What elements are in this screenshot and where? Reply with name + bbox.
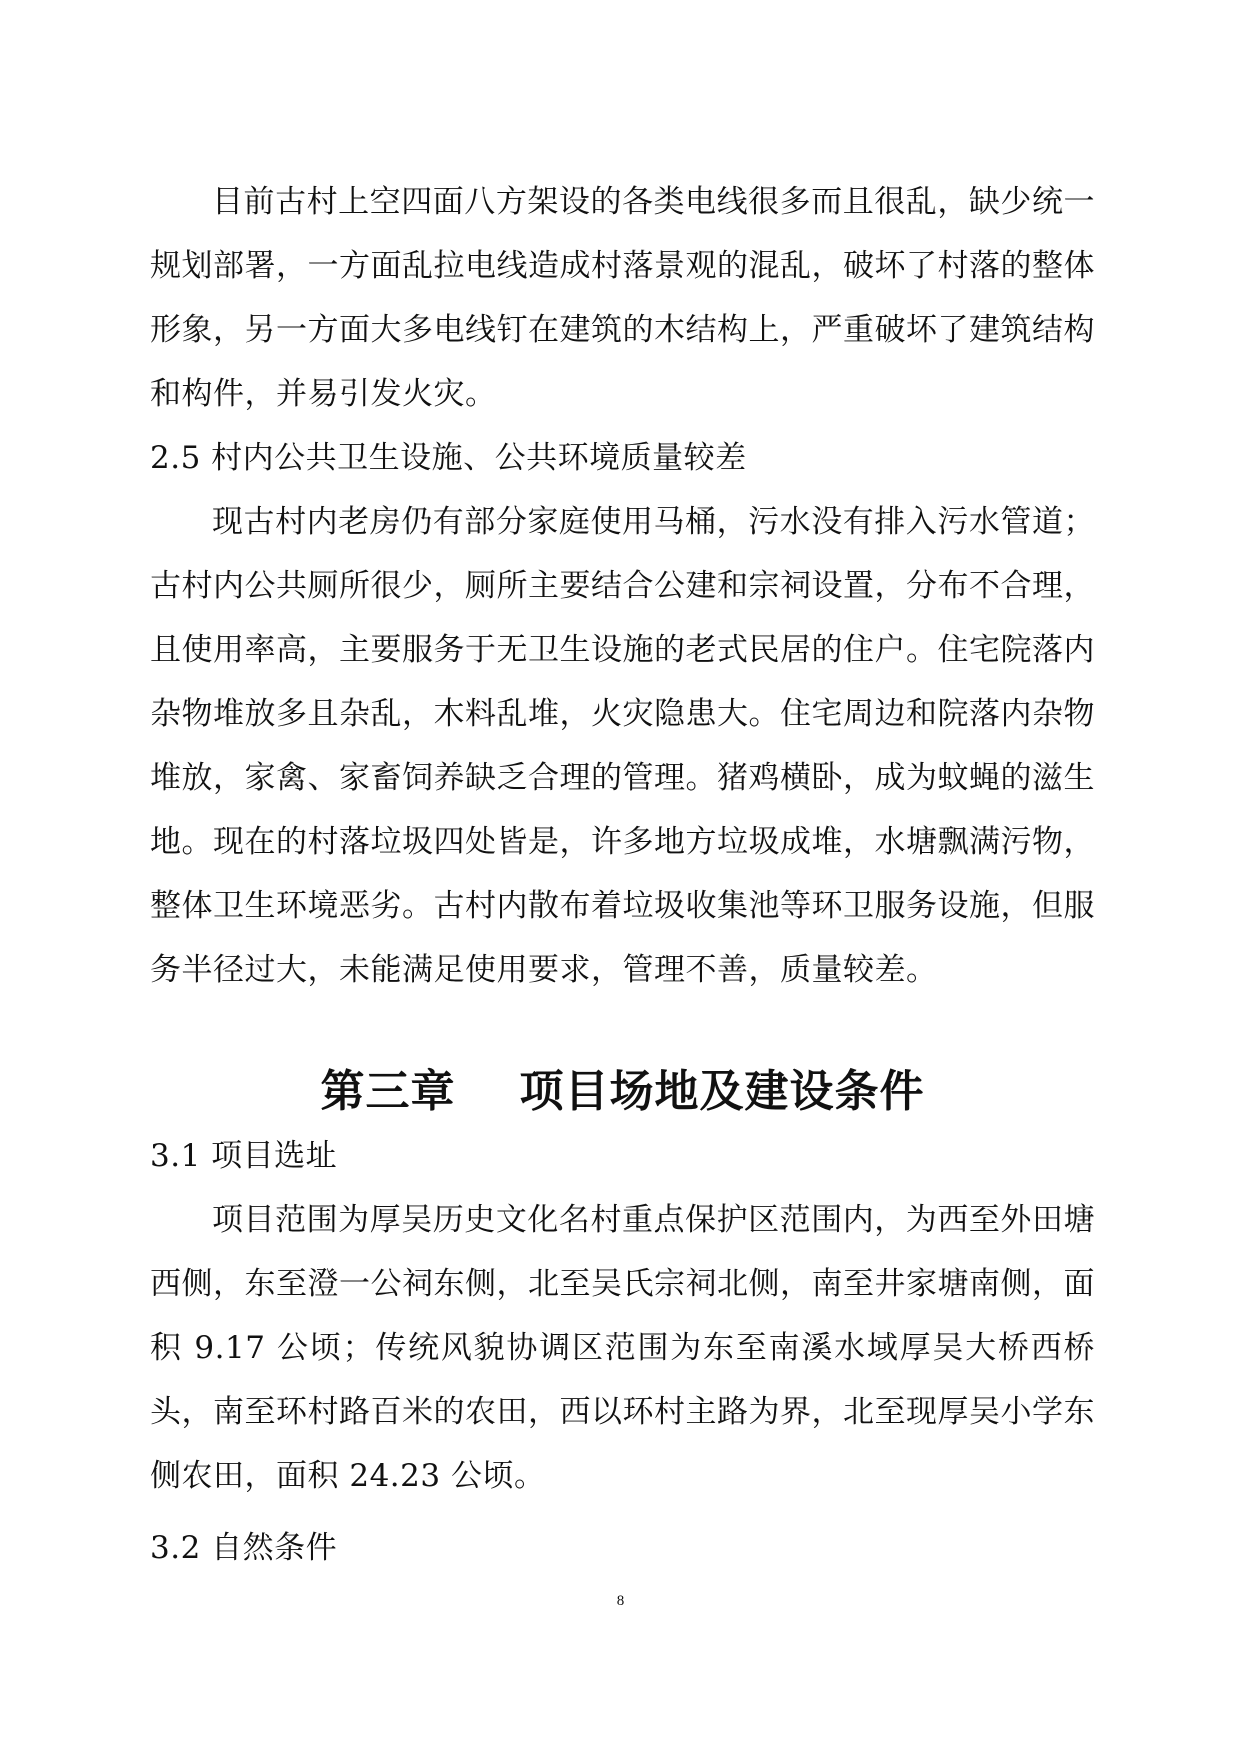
paragraph-electric-wires: 目前古村上空四面八方架设的各类电线很多而且很乱，缺少统一规划部署，一方面乱拉电线造成村落景观的混乱，破坏了村落的整体形象，另一方面大多电线钉在建筑的木结构上，严重破坏了建筑结构和构件，并易引发火灾。 bbox=[150, 184, 1095, 412]
document-page bbox=[150, 170, 1095, 1580]
section-heading-3-1: 3.1 项目选址 bbox=[150, 1138, 338, 1174]
paragraph-project-site: 项目范围为厚吴历史文化名村重点保护区范围内，为西至外田塘西侧，东至澄一公祠东侧，北至吴氏宗祠北侧，南至井家塘南侧，面积 9.17 公顷；传统风貌协调区范围为东至南溪水域厚吴大桥西桥头，南至环村路百米的农田，西以环村主路为界，北至现厚吴小学东侧农田，面积 24.23 公顷。 bbox=[150, 1202, 1095, 1494]
paragraph-sanitation: 现古村内老房仍有部分家庭使用马桶，污水没有排入污水管道；古村内公共厕所很少，厕所主要结合公建和宗祠设置，分布不合理，且使用率高，主要服务于无卫生设施的老式民居的住户。住宅院落内杂物堆放多且杂乱，木料乱堆，火灾隐患大。住宅周边和院落内杂物堆放，家禽、家畜饲养缺乏合理的管理。猪鸡横卧，成为蚊蝇的滋生地。现在的村落垃圾四处皆是，许多地方垃圾成堆，水塘飘满污物，整体卫生环境恶劣。古村内散布着垃圾收集池等环卫服务设施，但服务半径过大，未能满足使用要求，管理不善，质量较差。 bbox=[150, 504, 1095, 988]
section-heading-3-2: 3.2 自然条件 bbox=[150, 1530, 338, 1566]
section-heading-2-5: 2.5 村内公共卫生设施、公共环境质量较差 bbox=[150, 440, 747, 476]
chapter-title bbox=[150, 1060, 1095, 1124]
chapter-name: 项目场地及建设条件 bbox=[519, 1066, 925, 1117]
chapter-number: 第三章 bbox=[320, 1066, 456, 1117]
page-number: 8 bbox=[616, 1593, 625, 1609]
